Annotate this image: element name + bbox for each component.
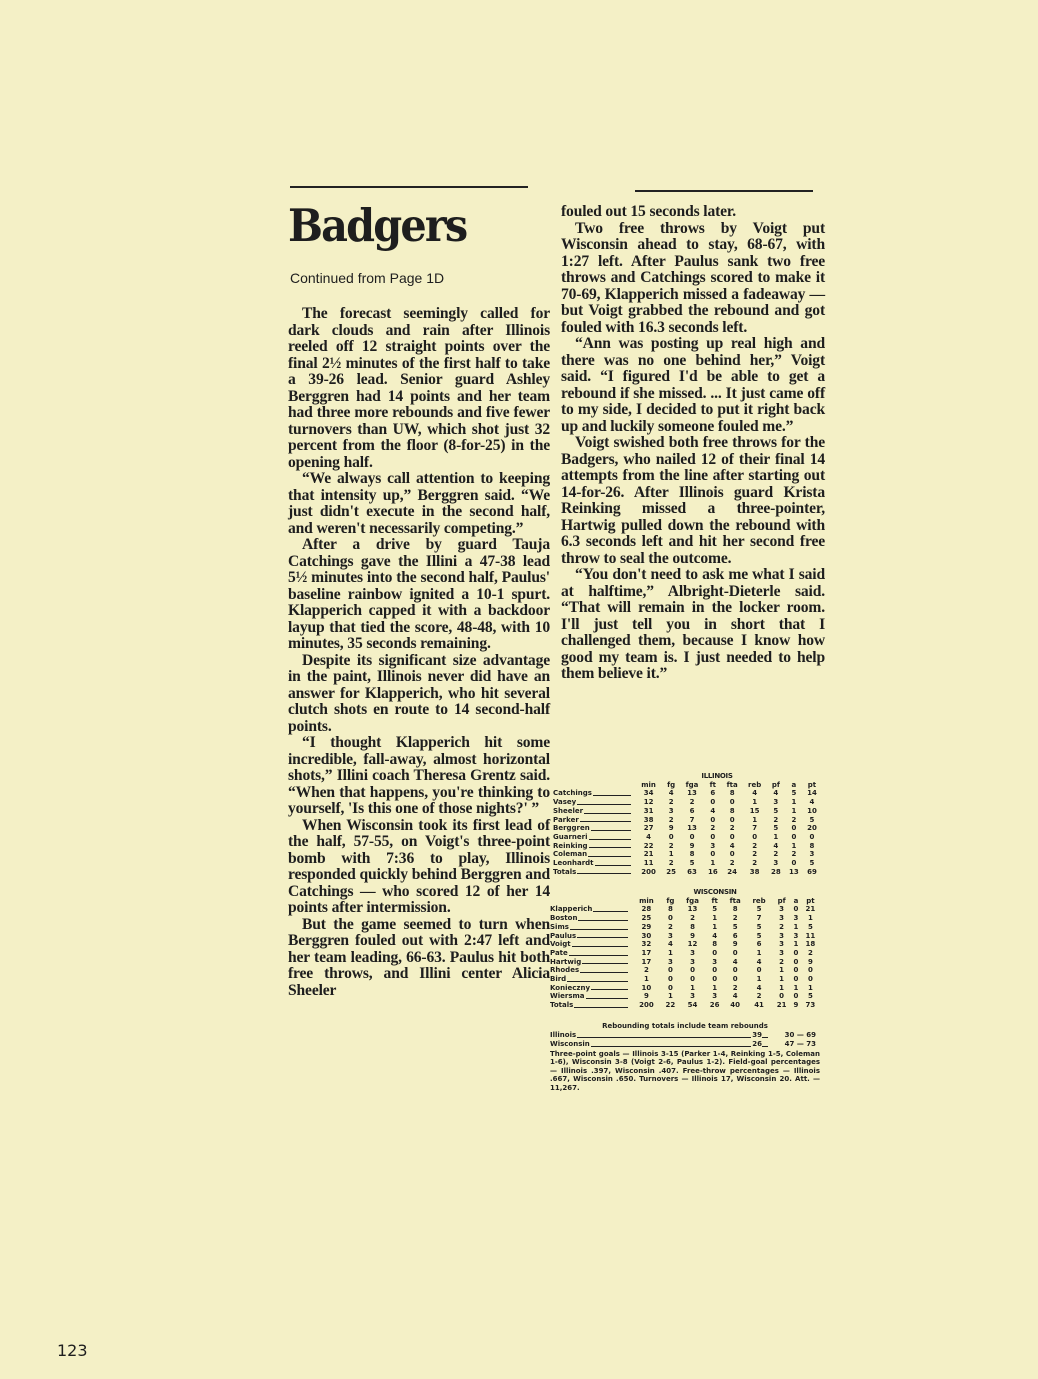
stat-cell: 13 — [789, 867, 799, 876]
stat-cell: 0 — [732, 948, 738, 957]
paragraph: fouled out 15 seconds later. — [561, 203, 736, 220]
stat-cell: 31 — [643, 806, 654, 815]
stat-cell: 2 — [779, 957, 785, 966]
stat-cell: 13 — [687, 824, 697, 833]
stat-cell: 25 — [666, 867, 677, 876]
table-row — [550, 975, 820, 984]
stat-cell: 0 — [667, 914, 673, 923]
table-row — [550, 914, 820, 923]
table-row — [553, 816, 821, 825]
column-header: fta — [726, 780, 738, 789]
stat-cell: 29 — [641, 922, 652, 931]
paragraph: Despite its significant size advantage in the paint, Illinois never did have an answer for Klapperich, who hit several clutch shots en route to 14 second-half points. — [288, 651, 550, 735]
halftime-team: Illinois — [550, 1030, 577, 1039]
stat-cell: 4 — [756, 983, 762, 992]
stat-cell: 25 — [641, 914, 652, 923]
stat-cell: 4 — [667, 940, 673, 949]
player-name: Hartwig — [550, 958, 632, 967]
stat-cell: 20 — [807, 824, 817, 833]
stat-cell: 2 — [756, 992, 762, 1001]
stat-cell: 2 — [668, 859, 674, 868]
stat-cell: 30 — [641, 931, 652, 940]
stat-cell: 10 — [641, 983, 652, 992]
stat-cell: 200 — [639, 1001, 654, 1010]
player-name: Sheeler — [553, 807, 635, 816]
table-row — [553, 789, 821, 798]
column-header: reb — [752, 896, 766, 905]
player-name: Totals — [553, 868, 635, 877]
column-header: fga — [685, 780, 699, 789]
stat-cell: 3 — [667, 957, 673, 966]
stat-cell: 4 — [646, 832, 652, 841]
stat-cell: 12 — [687, 940, 698, 949]
column-header: min — [641, 780, 656, 789]
table-row — [553, 798, 821, 807]
column-header: fg — [666, 896, 675, 905]
paragraph: “You don't need to ask me what I said at halftime,” Albright-Dieterle said. “That will remain in the locker room. I'll just tell you in short that I challenged them, because I know how good my team is. I just needed to help them believe it.” — [561, 566, 825, 682]
stat-cell: 8 — [712, 940, 718, 949]
stat-cell: 5 — [807, 992, 813, 1001]
stat-cell: 1 — [779, 966, 785, 975]
stat-cell: 1 — [793, 940, 799, 949]
stat-cell: 5 — [809, 815, 815, 824]
stat-cell: 2 — [791, 815, 797, 824]
stat-cell: 22 — [643, 841, 654, 850]
stat-cell: 1 — [668, 850, 674, 859]
table-row — [553, 859, 821, 868]
stat-cell: 3 — [779, 905, 785, 914]
table-row — [553, 850, 821, 859]
stat-cell: 2 — [729, 824, 735, 833]
article-column-left — [288, 200, 550, 999]
stat-cell: 9 — [807, 957, 813, 966]
stat-cell: 28 — [641, 905, 652, 914]
stat-cell: 3 — [690, 992, 695, 1001]
stat-cell: 3 — [779, 914, 785, 923]
table-row — [550, 984, 820, 993]
stat-cell: 13 — [687, 905, 698, 914]
paragraph: “I thought Klapperich hit some incredible, fall-away, almost horizontal shots,” Illini coach Theresa Grentz said. “When that happens, you're thinking to yourself, 'Is this one of those nights?' ” — [288, 734, 550, 817]
player-name: Voigt — [550, 940, 632, 949]
stat-cell: 6 — [732, 931, 738, 940]
stat-cell: 1 — [690, 983, 695, 992]
stat-cell: 1 — [773, 832, 779, 841]
stat-cell: 200 — [641, 867, 656, 876]
stat-cell: 0 — [807, 975, 813, 984]
stat-cell: 8 — [729, 806, 735, 815]
stat-cell: 0 — [710, 832, 716, 841]
stat-cell: 8 — [667, 905, 673, 914]
stat-cell: 1 — [643, 975, 649, 984]
player-name: Reinking — [553, 842, 635, 851]
stat-cell: 3 — [712, 992, 718, 1001]
top-rule-left — [290, 186, 528, 188]
stat-cell: 24 — [727, 867, 737, 876]
stat-cell: 14 — [807, 789, 817, 798]
column-header: pf — [771, 780, 780, 789]
player-name: Guarneri — [553, 833, 635, 842]
stat-cell: 0 — [667, 966, 673, 975]
stat-cell: 0 — [729, 832, 735, 841]
player-name: Rhodes — [550, 966, 632, 975]
stat-cell: 10 — [807, 806, 817, 815]
stat-cell: 54 — [687, 1001, 698, 1010]
paragraph: “We always call attention to keeping that intensity up,” Berggren said. “We just didn't execute in the second half, and weren't necessarily competing.” — [288, 470, 550, 537]
stat-cell: 34 — [643, 789, 654, 798]
stat-cell: 1 — [667, 948, 673, 957]
column-header: pf — [777, 896, 786, 905]
stat-cell: 0 — [710, 815, 716, 824]
stat-cell: 3 — [668, 806, 674, 815]
stat-cell: 0 — [732, 975, 738, 984]
stat-cell: 0 — [807, 966, 813, 975]
stat-cell: 9 — [643, 992, 649, 1001]
paragraph: But the game seemed to turn when Berggren fouled out with 2:47 left and her team leading, 66-63. Paulus hit both free throws, and Illini center Alicia Sheeler — [288, 915, 550, 999]
player-name: Bird — [550, 975, 632, 984]
stat-cell: 1 — [712, 983, 718, 992]
column-header: fga — [686, 896, 699, 905]
stat-cell: 1 — [791, 841, 797, 850]
stat-cell: 4 — [756, 957, 762, 966]
stat-cell: 2 — [690, 914, 695, 923]
stat-cell: 22 — [665, 1001, 676, 1010]
stat-cell: 1 — [779, 983, 785, 992]
paragraph: “Ann was posting up real high and there was no one behind her,” Voigt said. “I figured I'd be able to get a rebound if she missed. ... It just came off to my side, I decided to put it right back up and luckily someone fouled me.” — [561, 335, 825, 435]
stat-cell: 2 — [732, 983, 738, 992]
rebounding-note: Rebounding totals include team rebounds — [602, 1022, 768, 1030]
stat-cell: 8 — [809, 841, 815, 850]
top-rule-right — [635, 190, 813, 192]
stat-cell: 38 — [749, 867, 760, 876]
box-score-illinois — [553, 772, 821, 876]
stat-cell: 0 — [710, 798, 716, 807]
table-row — [550, 905, 820, 914]
column-header: fta — [729, 896, 741, 905]
stat-cell: 3 — [779, 931, 785, 940]
stat-cell: 69 — [807, 867, 817, 876]
halftime-final: 47 — 73 — [784, 1039, 816, 1048]
stat-cell: 2 — [779, 922, 785, 931]
box-score-wisconsin — [550, 888, 820, 1010]
stat-cell: 2 — [752, 841, 758, 850]
stat-cell: 1 — [752, 815, 758, 824]
stat-cell: 1 — [807, 983, 813, 992]
stat-cell: 2 — [689, 798, 695, 807]
table-row — [550, 992, 820, 1001]
column-header: pt — [807, 780, 817, 789]
stat-cell: 3 — [793, 914, 799, 923]
stat-cell: 0 — [689, 832, 695, 841]
stat-cell: 3 — [773, 859, 779, 868]
stat-cell: 2 — [791, 850, 797, 859]
stat-cell: 0 — [779, 992, 785, 1001]
stat-cell: 5 — [809, 859, 815, 868]
stat-cell: 0 — [793, 957, 799, 966]
stat-cell: 1 — [752, 798, 758, 807]
stat-cell: 6 — [756, 940, 762, 949]
player-name: Catchings — [553, 789, 635, 798]
stat-cell: 2 — [752, 859, 758, 868]
table-row — [550, 932, 820, 941]
player-name: Boston — [550, 914, 632, 923]
stat-cell: 9 — [668, 824, 674, 833]
stat-cell: 0 — [809, 832, 815, 841]
stat-cell: 5 — [756, 905, 762, 914]
halftime-line — [550, 1031, 820, 1040]
stat-cell: 9 — [689, 841, 695, 850]
stat-cell: 0 — [793, 975, 799, 984]
jump-line: Continued from Page 1D — [290, 270, 445, 286]
stat-cell: 6 — [710, 789, 716, 798]
stat-cell: 5 — [712, 905, 718, 914]
stat-cell: 3 — [773, 798, 779, 807]
table-row — [553, 868, 821, 877]
stat-cell: 1 — [712, 914, 718, 923]
box-score-footer — [550, 1022, 820, 1093]
stat-cell: 3 — [779, 948, 785, 957]
stat-cell: 3 — [809, 850, 815, 859]
stat-cell: 11 — [805, 931, 816, 940]
player-name: Pate — [550, 949, 632, 958]
stat-cell: 21 — [643, 850, 654, 859]
stat-cell: 11 — [643, 859, 654, 868]
stat-cell: 4 — [712, 931, 718, 940]
column-header: a — [791, 780, 797, 789]
stat-cell: 16 — [707, 867, 718, 876]
stat-cell: 2 — [729, 859, 735, 868]
stat-cell: 5 — [756, 922, 762, 931]
stat-cell: 0 — [793, 966, 799, 975]
stat-cell: 4 — [710, 806, 716, 815]
stat-cell: 2 — [710, 824, 716, 833]
table-row — [550, 958, 820, 967]
stat-cell: 0 — [729, 815, 735, 824]
stat-cell: 18 — [805, 940, 816, 949]
box-score-table — [553, 781, 821, 877]
team-heading: WISCONSIN — [693, 888, 737, 896]
stat-cell: 2 — [668, 798, 674, 807]
stat-cell: 8 — [729, 789, 735, 798]
stat-cell: 1 — [712, 922, 718, 931]
stat-cell: 0 — [690, 966, 695, 975]
stat-cell: 7 — [752, 824, 758, 833]
player-name: Parker — [553, 816, 635, 825]
stat-cell: 0 — [752, 832, 758, 841]
stat-cell: 0 — [791, 824, 797, 833]
paragraph: The forecast seemingly called for dark clouds and rain after Illinois reeled off 12 straight points over the final 2½ minutes of the first half to take a 39-26 lead. Senior guard Ashley Berggren had 14 points and her team had three more rebounds and five fewer turnovers than UW, which shot just 32 percent from the floor (8-for-25) in the opening half. — [288, 305, 550, 471]
stat-cell: 17 — [641, 957, 652, 966]
stat-cell: 1 — [791, 806, 797, 815]
stat-cell: 2 — [807, 948, 813, 957]
halftime-final: 30 — 69 — [784, 1030, 816, 1039]
stat-cell: 0 — [710, 850, 716, 859]
stat-cell: 0 — [756, 966, 762, 975]
table-row — [550, 966, 820, 975]
table-row — [553, 842, 821, 851]
stat-cell: 0 — [791, 832, 797, 841]
player-name: Klapperich — [550, 905, 632, 914]
stat-cell: 21 — [805, 905, 816, 914]
stat-cell: 3 — [710, 841, 716, 850]
column-header: reb — [748, 780, 762, 789]
column-header: ft — [709, 780, 717, 789]
table-row — [550, 940, 820, 949]
header-row — [553, 781, 821, 790]
stat-cell: 7 — [756, 914, 762, 923]
stat-cell: 0 — [668, 832, 674, 841]
stat-cell: 17 — [641, 948, 652, 957]
player-name: Berggren — [553, 824, 635, 833]
stat-cell: 38 — [643, 815, 654, 824]
stat-cell: 1 — [667, 992, 673, 1001]
column-header: ft — [711, 896, 718, 905]
stat-cell: 0 — [667, 983, 673, 992]
stat-cell: 28 — [770, 867, 781, 876]
stat-cell: 13 — [687, 789, 697, 798]
stat-cell: 1 — [793, 922, 799, 931]
stat-cell: 5 — [756, 931, 762, 940]
team-heading: ILLINOIS — [701, 772, 733, 780]
box-score-table — [550, 897, 820, 1010]
stat-cell: 4 — [732, 992, 738, 1001]
stat-cell: 40 — [730, 1001, 741, 1010]
stat-cell: 5 — [689, 859, 695, 868]
stat-cell: 9 — [793, 1001, 799, 1010]
stat-cell: 0 — [729, 850, 735, 859]
stat-cell: 27 — [643, 824, 654, 833]
player-name: Wiersma — [550, 992, 632, 1001]
column-header: a — [793, 896, 799, 905]
stat-cell: 32 — [641, 940, 652, 949]
stat-cell: 0 — [732, 966, 738, 975]
paragraph: Two free throws by Voigt put Wisconsin ahead to stay, 68-67, with 1:27 left. After Paulus sank two free throws and Catchings scored to make it 70-69, Klapperich missed a fadeaway — but Voigt grabbed the rebound and got fouled with 16.3 seconds left. — [561, 219, 825, 336]
stat-cell: 2 — [773, 850, 779, 859]
player-name: Konieczny — [550, 984, 632, 993]
stat-cell: 9 — [690, 931, 695, 940]
stat-cell: 8 — [689, 850, 695, 859]
paragraph: Voigt swished both free throws for the Badgers, who nailed 12 of their final 14 attempts from the line after starting out 14-for-26. After Illinois guard Krista Reinking missed a three-pointer, Hartwig pulled down the rebound with 6.3 seconds left and hit her second free throw to seal the outcome. — [561, 434, 825, 567]
column-header: min — [639, 896, 654, 905]
stat-cell: 1 — [791, 798, 797, 807]
stat-cell: 9 — [732, 940, 738, 949]
stat-cell: 4 — [752, 789, 758, 798]
stat-cell: 5 — [773, 806, 779, 815]
column-header: fg — [667, 780, 676, 789]
stat-cell: 0 — [712, 966, 718, 975]
player-name: Totals — [550, 1001, 632, 1010]
stat-cell: 0 — [690, 975, 695, 984]
stat-cell: 2 — [773, 815, 779, 824]
stat-cell: 1 — [756, 975, 762, 984]
stat-cell: 8 — [690, 922, 695, 931]
stat-cell: 4 — [809, 798, 815, 807]
paragraph: After a drive by guard Tauja Catchings gave the Illini a 47-38 lead 5½ minutes into the second half, Paulus' baseline rainbow ignited a 10-1 spurt. Klapperich capped it with a backdoor layup that tied the score, 48-48, with 10 minutes, 35 seconds remaining. — [288, 536, 550, 652]
stat-cell: 63 — [687, 867, 697, 876]
stat-cell: 3 — [667, 931, 673, 940]
stat-cell: 4 — [729, 841, 735, 850]
stat-cell: 3 — [793, 931, 799, 940]
stat-cell: 6 — [689, 806, 695, 815]
stat-cell: 5 — [791, 789, 797, 798]
stat-cell: 0 — [667, 975, 673, 984]
table-row — [553, 807, 821, 816]
stat-cell: 0 — [712, 975, 718, 984]
stat-cell: 0 — [791, 859, 797, 868]
article-column-right — [561, 204, 825, 683]
stat-cell: 4 — [773, 841, 779, 850]
table-row — [550, 949, 820, 958]
stat-cell: 12 — [643, 798, 654, 807]
stat-cell: 21 — [776, 1001, 787, 1010]
stat-cell: 15 — [749, 806, 760, 815]
stat-cell: 0 — [712, 948, 718, 957]
stat-cell: 3 — [690, 957, 695, 966]
stat-cell: 1 — [710, 859, 716, 868]
player-name: Coleman — [553, 850, 635, 859]
player-name: Paulus — [550, 932, 632, 941]
stat-cell: 0 — [729, 798, 735, 807]
stat-cell: 0 — [793, 992, 799, 1001]
stat-cell: 2 — [752, 850, 758, 859]
stat-cell: 3 — [779, 940, 785, 949]
stat-cell: 2 — [668, 841, 674, 850]
stat-cell: 1 — [807, 914, 813, 923]
game-notes: Three-point goals — Illinois 3-15 (Parker 1-4, Reinking 1-5, Coleman 1-6), Wisconsin 3-8 (Voigt 2-6, Paulus 1-2). Field-goal percentages — Illinois .397, Wisconsin .407. Free-throw percentages — Illinois .667, Wisconsin .650. Turnovers — Illinois 17, Wisconsin 20. Att. — 11,267. — [550, 1049, 820, 1092]
stat-cell: 2 — [643, 966, 649, 975]
page-number: 123 — [57, 1341, 88, 1360]
stat-cell: 26 — [709, 1001, 720, 1010]
stat-cell: 3 — [690, 948, 695, 957]
halftime-first: 39 — [752, 1030, 762, 1039]
paragraph: When Wisconsin took its first lead of the half, 57-55, on Voigt's three-point bomb with 7:36 to play, Illinois responded quickly behind Berggren and Catchings — who scored 12 of her 14 points after intermission. — [288, 816, 550, 916]
table-row — [553, 824, 821, 833]
stat-cell: 1 — [793, 983, 799, 992]
stat-cell: 2 — [667, 922, 673, 931]
stat-cell: 3 — [712, 957, 718, 966]
table-row — [550, 923, 820, 932]
stat-cell: 73 — [805, 1001, 816, 1010]
player-name: Leonhardt — [553, 859, 635, 868]
player-name: Vasey — [553, 798, 635, 807]
stat-cell: 4 — [732, 957, 738, 966]
halftime-first: 26 — [752, 1039, 762, 1048]
stat-cell: 0 — [793, 905, 799, 914]
stat-cell: 4 — [668, 789, 674, 798]
stat-cell: 5 — [807, 922, 813, 931]
stat-cell: 4 — [773, 789, 779, 798]
player-name: Sims — [550, 923, 632, 932]
halftime-team: Wisconsin — [550, 1039, 590, 1048]
stat-cell: 7 — [689, 815, 695, 824]
stat-cell: 0 — [793, 948, 799, 957]
column-header: pt — [806, 896, 815, 905]
halftime-line — [550, 1040, 820, 1049]
stat-cell: 41 — [754, 1001, 764, 1010]
stat-cell: 1 — [756, 948, 762, 957]
stat-cell: 5 — [732, 922, 738, 931]
table-row — [553, 833, 821, 842]
stat-cell: 2 — [668, 815, 674, 824]
stat-cell: 8 — [732, 905, 738, 914]
headline: Badgers — [288, 199, 467, 252]
table-row — [550, 1001, 820, 1010]
stat-cell: 2 — [732, 914, 738, 923]
stat-cell: 5 — [773, 824, 779, 833]
stat-cell: 1 — [779, 975, 785, 984]
